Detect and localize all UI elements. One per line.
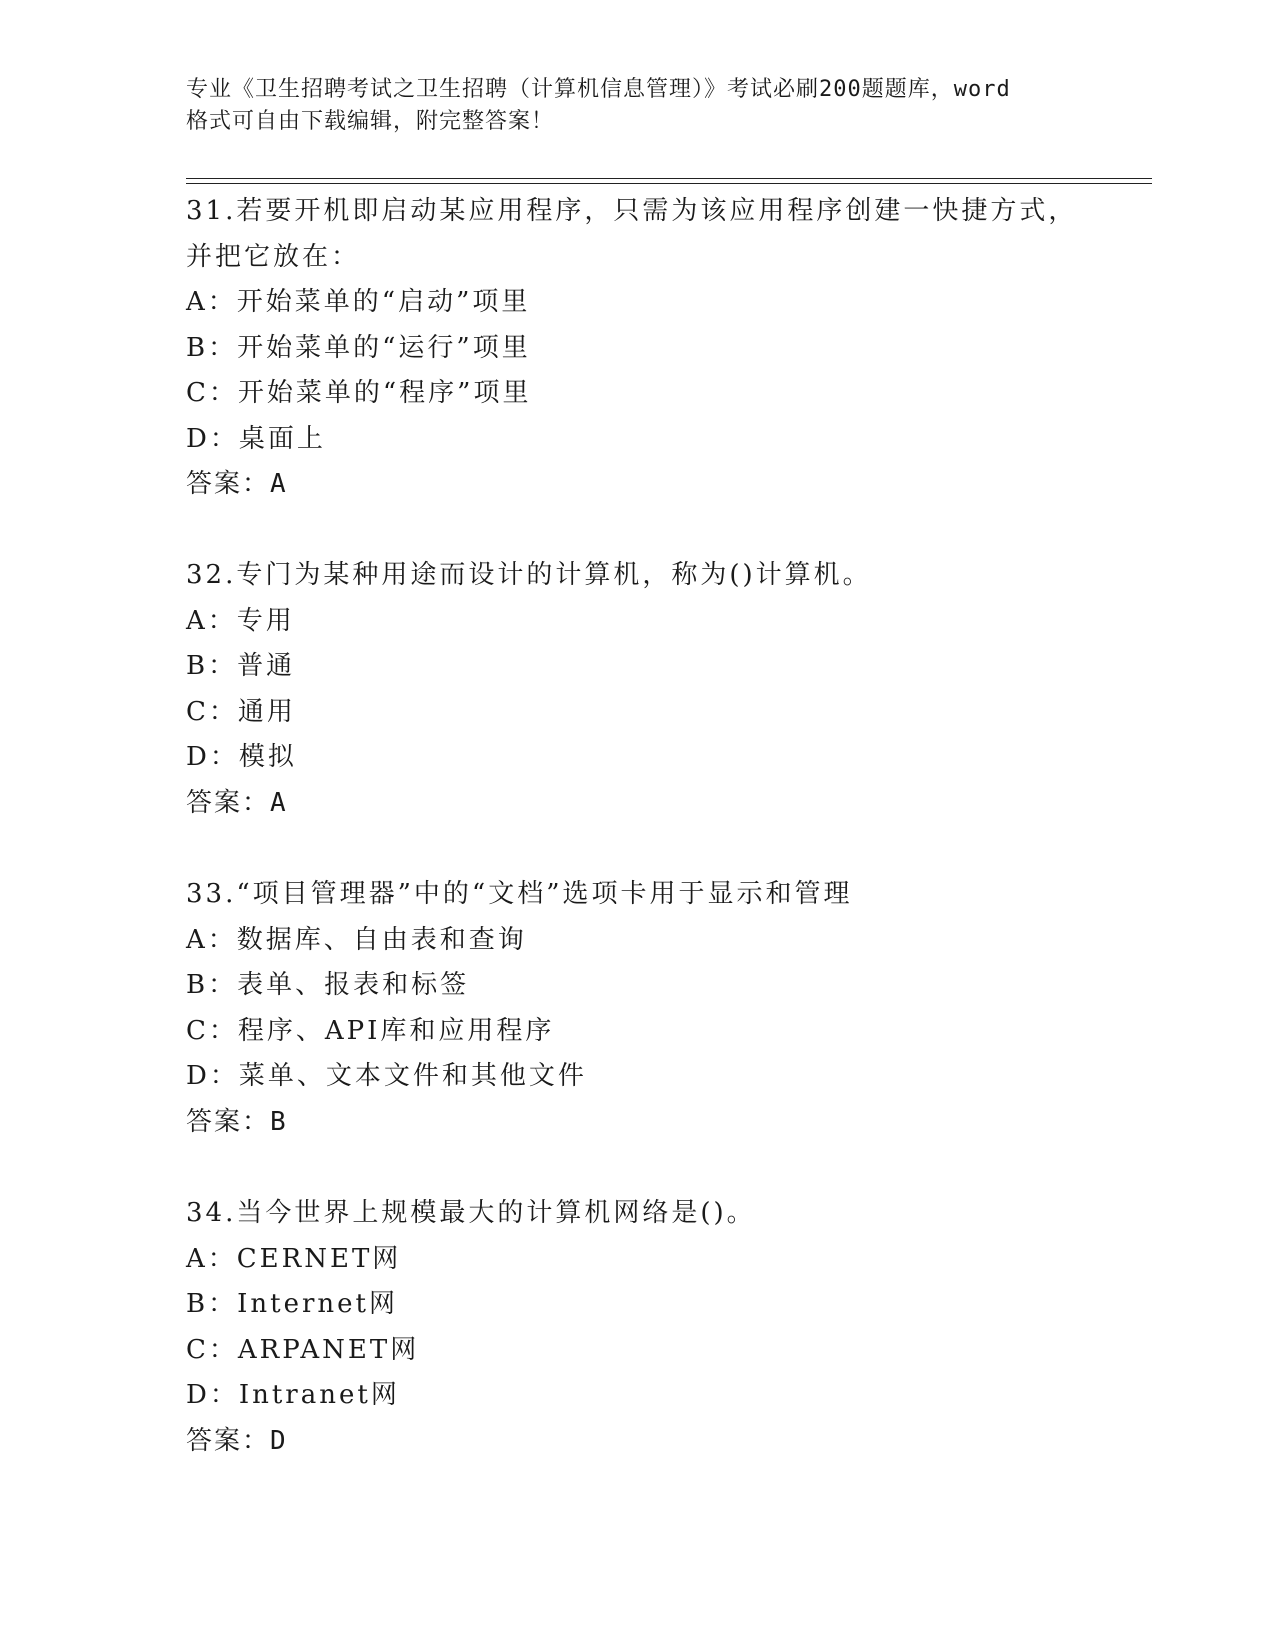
question-stem: 31.若要开机即启动某应用程序，只需为该应用程序创建一快捷方式， (186, 196, 1078, 226)
answer: 答案：A (186, 787, 288, 818)
option-c: C：开始菜单的“程序”项里 (186, 378, 532, 408)
option-c: C：ARPANET网 (186, 1334, 420, 1365)
option-d: D：模拟 (186, 742, 297, 772)
option-b: B：开始菜单的“运行”项里 (186, 332, 531, 363)
document-header (186, 74, 1086, 138)
option-c: C：通用 (186, 696, 296, 727)
header-divider-top (186, 178, 1152, 179)
option-d: D：菜单、文本文件和其他文件 (186, 1061, 587, 1091)
question-stem: 32.专门为某种用途而设计的计算机，称为()计算机。 (186, 560, 872, 590)
question-34 (186, 1191, 1086, 1464)
header-line-1: 专业《卫生招聘考试之卫生招聘（计算机信息管理）》考试必刷200题题库，word (186, 77, 1011, 102)
question-32 (186, 553, 1086, 826)
option-b: B：普通 (186, 651, 296, 681)
question-31 (186, 189, 1086, 508)
question-stem: 34.当今世界上规模最大的计算机网络是()。 (186, 1198, 756, 1228)
answer: 答案：A (186, 469, 288, 499)
answer: 答案：B (186, 1106, 288, 1137)
option-b: B：表单、报表和标签 (186, 970, 470, 1000)
option-b: B：Internet网 (186, 1289, 398, 1319)
header-divider-bottom (186, 183, 1152, 184)
option-d: D：Intranet网 (186, 1380, 400, 1410)
header-line-2: 格式可自由下载编辑，附完整答案！ (186, 109, 555, 134)
option-a: A：专用 (186, 605, 295, 636)
question-stem: 33.“项目管理器”中的“文档”选项卡用于显示和管理 (186, 879, 853, 909)
answer: 答案：D (186, 1425, 288, 1456)
option-c: C：程序、API库和应用程序 (186, 1015, 555, 1046)
option-a: A：数据库、自由表和查询 (186, 924, 527, 955)
option-a: A：CERNET网 (186, 1243, 402, 1274)
option-a: A：开始菜单的“启动”项里 (186, 287, 531, 317)
option-d: D：桌面上 (186, 423, 326, 454)
question-stem: 并把它放在： (186, 241, 361, 272)
question-33 (186, 872, 1086, 1145)
